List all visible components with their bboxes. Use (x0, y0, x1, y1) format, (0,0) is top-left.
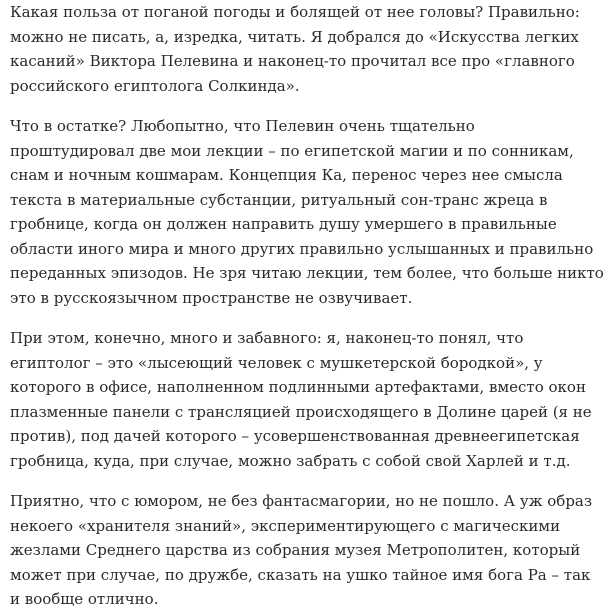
paragraph: Приятно, что с юмором, не без фантасмагории, но не пошло. А уж образ некоего «хранителя знаний», экспериментирующего с магическими жезлами Среднего царства из собрания музея Метрополитен, который может при случае, по дружбе, сказать на ушко тайное имя бога Ра – так и вообще отлично. (10, 492, 593, 608)
paragraph: При этом, конечно, много и забавного: я, наконец-то понял, что египтолог – это «лысеющий человек с мушкетерской бородкой», у которого в офисе, наполненном подлинными артефактами, вместо окон плазменные панели с трансляцией происходящего в Долине царей (я не против), под дачей которого – усовершенствованная древнеегипетская гробница, куда, при случае, можно забрать с собой свой Харлей и т.д. (10, 329, 592, 470)
paragraph: Что в остатке? Любопытно, что Пелевин очень тщательно проштудировал две мои лекции – по египетской магии и по сонникам, снам и ночным кошмарам. Концепция Ка, перенос через нее смысла текста в материальные субстанции, ритуальный сон-транс жреца в гробнице, когда он должен направить душу умершего в правильные области иного мира и много других правильно услышанных и правильно переданных эпизодов. Не зря читаю лекции, тем более, что больше никто это в русскоязычном пространстве не озвучивает. (10, 117, 604, 307)
paragraph: Какая польза от поганой погоды и болящей от нее головы? Правильно: можно не писать, а, изредка, читать. Я добрался до «Искусства легких касаний» Виктора Пелевина и наконец-то прочитал все про «главного российского египтолога Солкинда». (10, 3, 580, 95)
